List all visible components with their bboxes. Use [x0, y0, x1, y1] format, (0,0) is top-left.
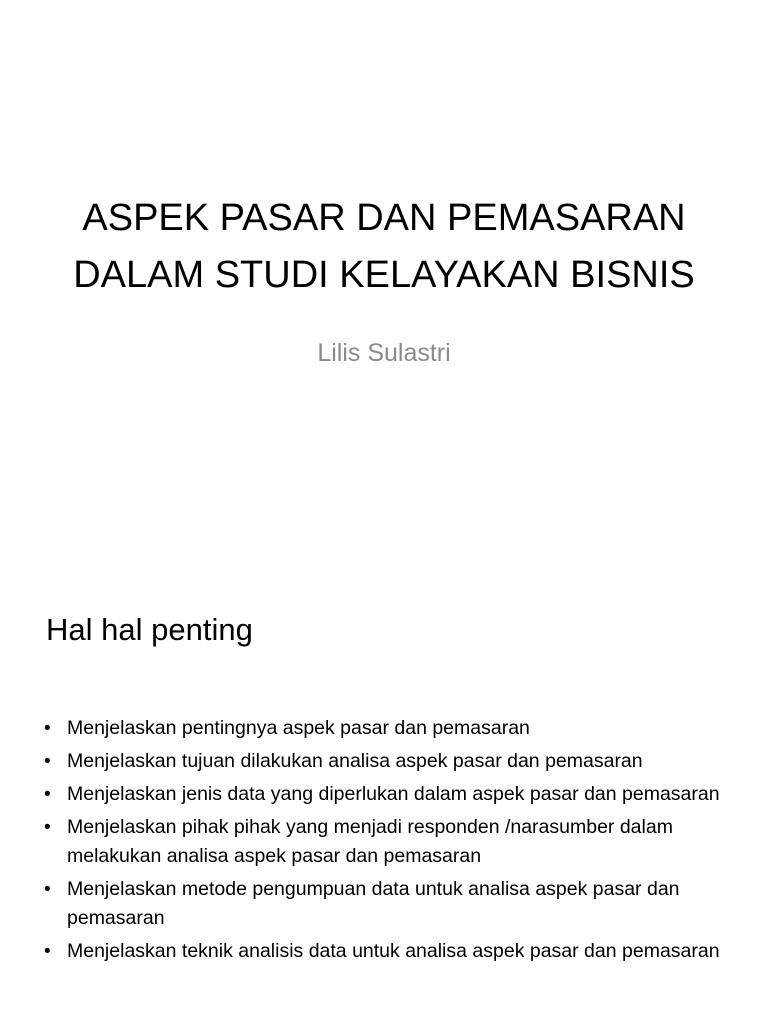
bullet-text: Menjelaskan metode pengumpuan data untuk analisa aspek pasar dan pemasaran: [67, 878, 680, 929]
slide-title-line-2: DALAM STUDI KELAYAKAN BISNIS: [73, 254, 695, 296]
content-slide: [0, 576, 768, 1024]
bullet-item: [44, 780, 734, 809]
bullet-list: [44, 714, 734, 970]
bullet-text: Menjelaskan tujuan dilakukan analisa aspek pasar dan pemasaran: [67, 750, 643, 772]
bullet-text: Menjelaskan jenis data yang diperlukan dalam aspek pasar dan pemasaran: [67, 783, 720, 805]
bullet-text: Menjelaskan pentingnya aspek pasar dan pemasaran: [67, 717, 530, 739]
bullet-icon: •: [44, 751, 51, 772]
bullet-icon: •: [44, 817, 51, 838]
bullet-item: [44, 747, 734, 776]
bullet-icon: •: [44, 941, 51, 962]
bullet-icon: •: [44, 718, 51, 739]
bullet-item: [44, 813, 734, 871]
slide-subtitle-author: Lilis Sulastri: [317, 339, 451, 367]
bullet-item: [44, 937, 734, 966]
slide-heading: Hal hal penting: [46, 612, 253, 647]
bullet-icon: •: [44, 879, 51, 900]
bullet-text: Menjelaskan teknik analisis data untuk analisa aspek pasar dan pemasaran: [67, 940, 720, 962]
slide-title-line-1: ASPEK PASAR DAN PEMASARAN: [82, 197, 686, 239]
bullet-item: [44, 875, 734, 933]
bullet-icon: •: [44, 784, 51, 805]
bullet-item: [44, 714, 734, 743]
bullet-text: Menjelaskan pihak pihak yang menjadi responden /narasumber dalam melakukan analisa aspek pasar dan pemasaran: [67, 816, 673, 867]
slide-title: [0, 190, 768, 304]
